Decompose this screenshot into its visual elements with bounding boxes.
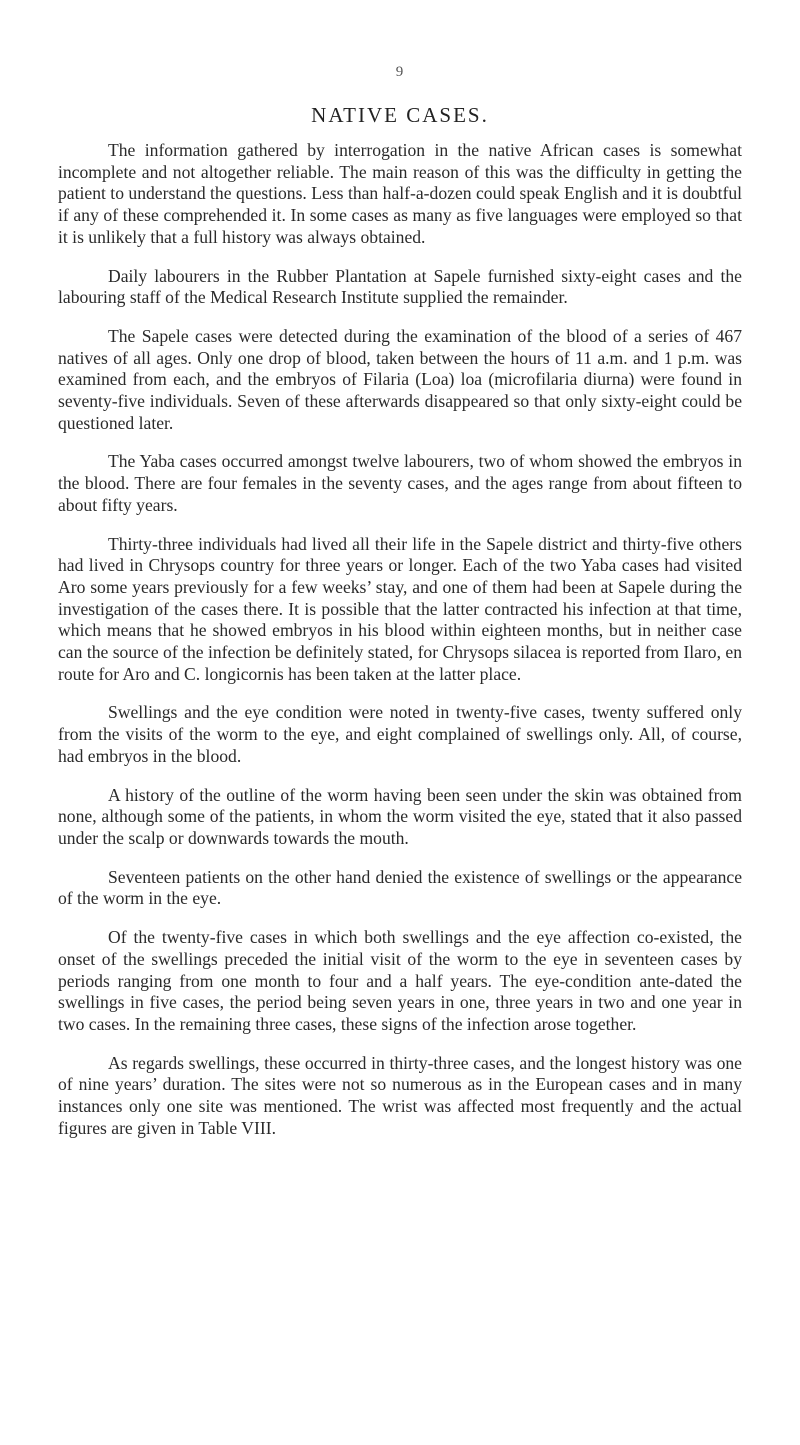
paragraph: The information gathered by interrogation in the native African cases is somewhat incomplete and not altogether reliable. The main reason of this was the difficulty in getting the patient to understand the questions. Less than half-a-dozen could speak English and it is doubtful if any of these comprehended it. In some cases as many as five languages were employed so that it is unlikely that a full history was always obtained.	[58, 140, 742, 247]
paragraph: As regards swellings, these occurred in thirty-three cases, and the longest history was one of nine years’ duration. The sites were not so numerous as in the European cases and in many instances only one site was mentioned. The wrist was affected most frequently and the actual figures are given in Table VIII.	[58, 1052, 742, 1138]
paragraph: Daily labourers in the Rubber Plantation at Sapele furnished sixty-eight cases and the labouring staff of the Medical Research Institute supplied the remainder.	[58, 265, 742, 308]
paragraph: Swellings and the eye condition were noted in twenty-five cases, twenty suffered only from the visits of the worm to the eye, and eight complained of swellings only. All, of course, had embryos in the blood.	[58, 702, 742, 766]
paragraph: A history of the outline of the worm having been seen under the skin was obtained from none, although some of the patients, in whom the worm visited the eye, stated that it also passed under the scalp or downwards towards the mouth.	[58, 784, 742, 848]
paragraph: Thirty-three individuals had lived all their life in the Sapele district and thirty-five others had lived in Chrysops country for three years or longer. Each of the two Yaba cases had visited Aro some years previously for a few weeks’ stay, and one of them had been at Sapele during the investigation of the cases there. It is possible that the latter contracted his infection at that time, which means that he showed embryos in his blood within eighteen months, but in neither case can the source of the infection be definitely stated, for Chrysops silacea is reported from Ilaro, en route for Aro and C. longicornis has been taken at the latter place.	[58, 533, 742, 684]
paragraph: Of the twenty-five cases in which both swellings and the eye affection co-existed, the onset of the swellings preceded the initial visit of the worm to the eye in seventeen cases by periods ranging from one month to four and a half years. The eye-condition ante-dated the swellings in five cases, the period being seven years in one, three years in two and one year in two cases. In the remaining three cases, these signs of the infection arose together.	[58, 927, 742, 1034]
paragraph: The Yaba cases occurred amongst twelve labourers, two of whom showed the embryos in the blood. There are four females in the seventy cases, and the ages range from about fifteen to about fifty years.	[58, 451, 742, 515]
page-number: 9	[395, 64, 405, 80]
paragraph: The Sapele cases were detected during the examination of the blood of a series of 467 natives of all ages. Only one drop of blood, taken between the hours of 11 a.m. and 1 p.m. was examined from each, and the embryos of Filaria (Loa) loa (microfilaria diurna) were found in seventy-five individuals. Seven of these afterwards disappeared so that only sixty-eight could be questioned later.	[58, 325, 742, 433]
paragraph: Seventeen patients on the other hand denied the existence of swellings or the appearance of the worm in the eye.	[58, 866, 742, 909]
body-text	[58, 140, 742, 1156]
section-heading: NATIVE CASES.	[311, 103, 489, 127]
